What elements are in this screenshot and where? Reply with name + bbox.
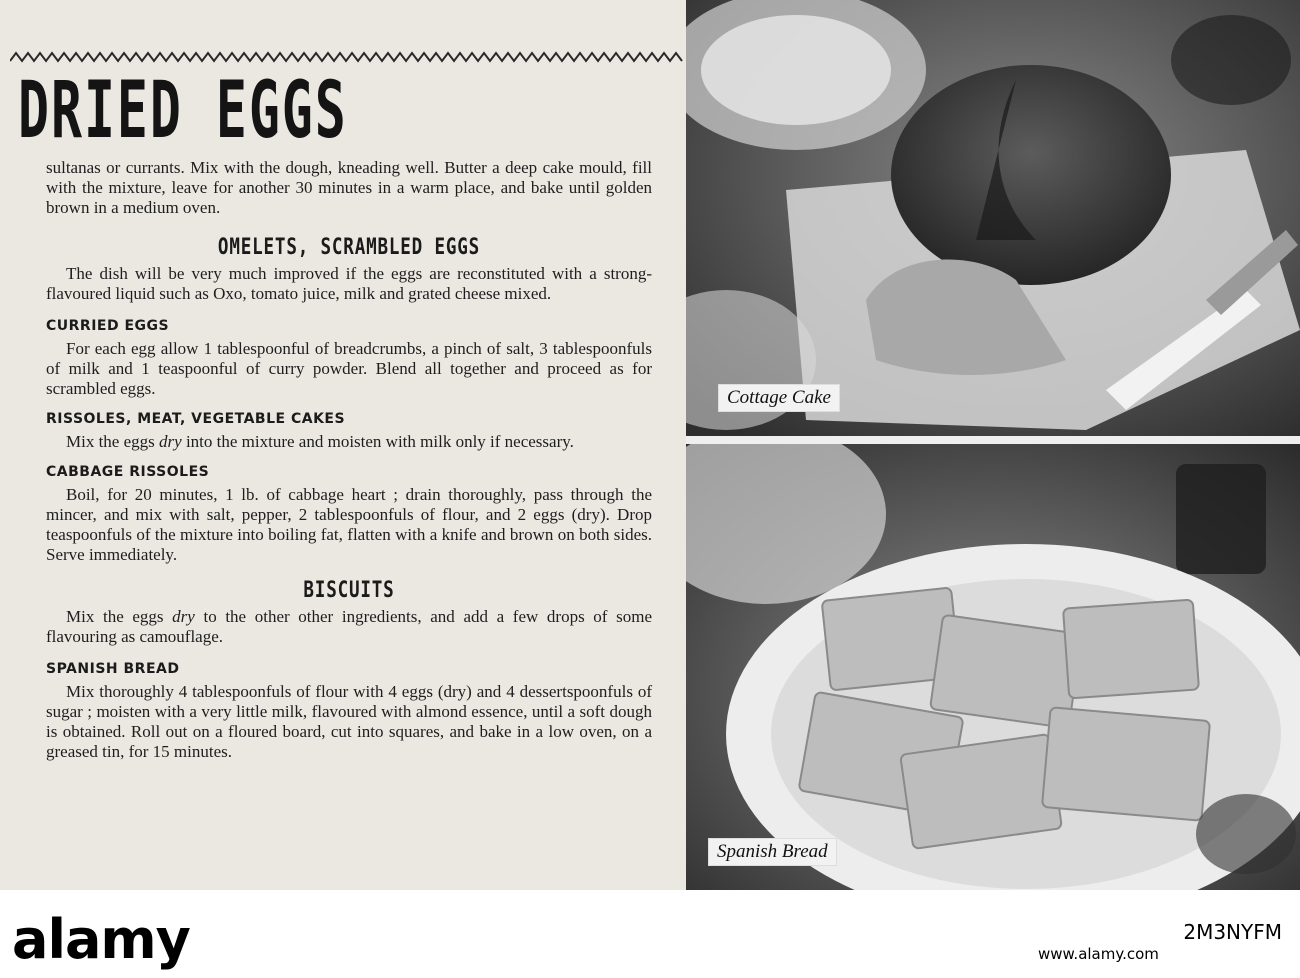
watermark-bar xyxy=(0,890,1300,978)
emphasis-text: dry xyxy=(159,432,182,451)
recipe-body: Boil, for 20 minutes, 1 lb. of cabbage heart ; drain thoroughly, pass through the mincer, and mix with salt, pepper, 2 tablespoonfuls of flour, and 2 eggs (dry). Drop teaspoonfuls of the mixture into boiling fat, flatten with a knife and brown on both sides. Serve immediately. xyxy=(46,485,652,564)
recipe-body: For each egg allow 1 tablespoonful of breadcrumbs, a pinch of salt, 3 tablespoonfuls of milk and 1 teaspoonful of curry powder. Blend all together and proceed as for scrambled eggs. xyxy=(46,339,652,398)
image-id-label: 2M3NYFM xyxy=(1183,920,1282,944)
photo-column xyxy=(686,0,1300,890)
watermark-logo: alamy xyxy=(12,908,190,971)
recipe-heading: CABBAGE RISSOLES xyxy=(46,464,210,480)
section-heading-biscuits: BISCUITS xyxy=(303,578,395,603)
recipe-body xyxy=(46,432,652,452)
body-text: into the mixture and moisten with milk only if necessary. xyxy=(181,432,574,451)
body-text: Mix the eggs xyxy=(66,432,160,451)
recipe-spanish-bread xyxy=(46,659,652,762)
text-column xyxy=(0,0,686,890)
page-title: DRIED EGGS xyxy=(18,66,348,156)
wavy-rule-divider xyxy=(10,50,686,64)
watermark-url: www.alamy.com xyxy=(1038,945,1159,963)
body-text: Mix the eggs xyxy=(66,607,173,626)
recipe-rissoles xyxy=(46,409,652,452)
recipe-curried-eggs xyxy=(46,316,652,399)
section-heading-omelets: OMELETS, SCRAMBLED EGGS xyxy=(217,235,481,260)
spanish-bread-photo xyxy=(686,444,1300,890)
caption-spanish-bread: Spanish Bread xyxy=(708,838,837,866)
body-text: to the other other ingredients, and add a few drops of some flavouring as camouflage. xyxy=(46,607,652,646)
emphasis-text: dry xyxy=(172,607,195,626)
recipe-body: Mix thoroughly 4 tablespoonfuls of flour with 4 eggs (dry) and 4 dessertspoonfuls of sugar ; moisten with a very little milk, flavoured with almond essence, until a soft dough is obtained. Roll out on a floured board, cut into squares, and bake in a low oven, on a greased tin, for 15 minutes. xyxy=(46,682,652,761)
continuation-paragraph: sultanas or currants. Mix with the dough, kneading well. Butter a deep cake mould, fill with the mixture, leave for another 30 minutes in a warm place, and bake until golden brown in a medium oven. xyxy=(46,158,652,217)
recipe-text xyxy=(46,158,652,772)
recipe-heading: CURRIED EGGS xyxy=(46,318,170,334)
omelets-intro: The dish will be very much improved if the eggs are reconstituted with a strong-flavoured liquid such as Oxo, tomato juice, milk and grated cheese mixed. xyxy=(46,264,652,303)
photo-divider xyxy=(686,436,1300,444)
caption-cottage-cake: Cottage Cake xyxy=(718,384,840,412)
biscuits-intro xyxy=(46,607,652,647)
recipe-cabbage-rissoles xyxy=(46,462,652,565)
recipe-heading: RISSOLES, MEAT, VEGETABLE CAKES xyxy=(46,411,346,427)
recipe-heading: SPANISH BREAD xyxy=(46,661,180,677)
cottage-cake-photo xyxy=(686,0,1300,436)
